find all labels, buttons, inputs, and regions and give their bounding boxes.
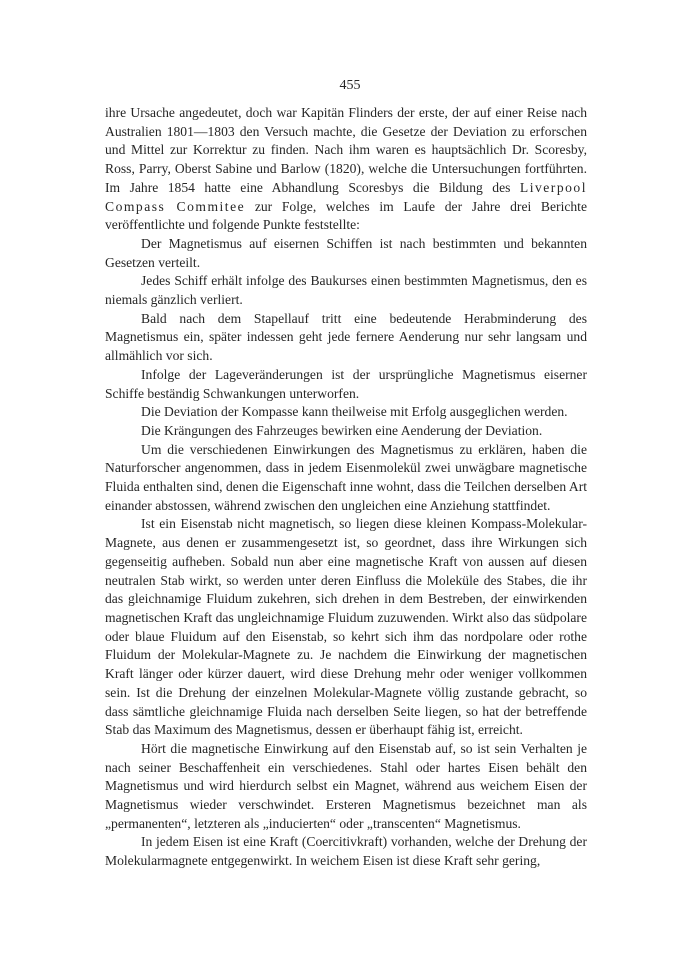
- paragraph: [105, 403, 587, 422]
- page-number: 455: [339, 78, 361, 93]
- paragraph: [105, 515, 587, 739]
- paragraph-text: Infolge der Lageveränderungen ist der ursprüngliche Magnetismus eiserner Schiffe beständig Schwankungen unterworfen.: [105, 366, 587, 401]
- paragraph: [105, 366, 587, 403]
- paragraph: [105, 235, 587, 272]
- paragraph-text: Ist ein Eisenstab nicht magnetisch, so liegen diese kleinen Kompass-Molekular-Magnete, aus denen er zusammengesetzt ist, so geordnet, dass ihre Wirkungen sich gegenseitig aufheben. Sobald nun aber eine magnetische Kraft von aussen auf diesen neutralen Stab wirkt, so werden unter deren Einfluss die Moleküle des Stabes, die ihr das gleichnamige Fluidum zukehren, sich drehen in dem Bestreben, der einwirkenden magnetischen Kraft das ungleichnamige Fluidum zuzuwenden. Wirkt also das südpolare oder blaue Fluidum auf den Eisenstab, so kehrt sich ihm das nordpolare oder rothe Fluidum der Molekular-Magnete zu. Je nachdem die Einwirkung der magnetischen Kraft länger oder kürzer dauert, wird diese Drehung mehr oder weniger vollkommen sein. Ist die Drehung der einzelnen Molekular-Magnete völlig zustande gebracht, so dass sämtliche gleichnamige Fluida nach derselben Seite liegen, so hat der betreffende Stab das Maximum des Magnetismus, dessen er überhaupt fähig ist, erreicht.: [105, 516, 587, 738]
- paragraph-text: In jedem Eisen ist eine Kraft (Coercitivkraft) vorhanden, welche der Drehung der Molekularmagnete entgegenwirkt. In weichem Eisen ist diese Kraft sehr gering,: [105, 834, 587, 869]
- paragraph: [105, 441, 587, 516]
- paragraph: [105, 310, 587, 366]
- spaced-emphasis-text: Liverpool Compass Commitee: [105, 179, 587, 214]
- paragraph: [105, 104, 587, 235]
- paragraph-text: Der Magnetismus auf eisernen Schiffen ist nach bestimmten und bekannten Gesetzen verteilt.: [105, 235, 587, 270]
- paragraph: [105, 833, 587, 870]
- paragraph-text: ihre Ursache angedeutet, doch war Kapitän Flinders der erste, der auf einer Reise nach Australien 1801—1803 den Versuch machte, die Gesetze der Deviation zu erforschen und Mittel zur Korrektur zu finden. Nach ihm waren es hauptsächlich Dr. Scoresby, Ross, Parry, Oberst Sabine und Barlow (1820), welche die Untersuchungen fortführten. Im Jahre 1854 hatte eine Abhandlung Scoresbys die Bildung des: [105, 105, 587, 195]
- paragraph: [105, 740, 587, 834]
- paragraph: [105, 272, 587, 309]
- paragraph: [105, 422, 587, 441]
- paragraph-text: Die Deviation der Kompasse kann theilweise mit Erfolg ausgeglichen werden.: [141, 404, 568, 420]
- paragraph-text: zur Folge, welches im Laufe der Jahre drei Berichte veröffentlichte und folgende Punkte feststellte:: [105, 198, 587, 233]
- paragraph-text: Um die verschiedenen Einwirkungen des Magnetismus zu erklären, haben die Naturforscher angenommen, dass in jedem Eisenmolekül zwei unwägbare magnetische Fluida enthalten sind, denen die Eigenschaft inne wohnt, dass die Teilchen derselben Art einander abstossen, während zwischen den ungleichen eine Anziehung stattfindet.: [105, 441, 587, 513]
- paragraph-text: Jedes Schiff erhält infolge des Baukurses einen bestimmten Magnetismus, den es niemals gänzlich verliert.: [105, 273, 587, 308]
- paragraph-text: Hört die magnetische Einwirkung auf den Eisenstab auf, so ist sein Verhalten je nach seiner Beschaffenheit ein verschiedenes. Stahl oder hartes Eisen behält den Magnetismus und wird hierdurch selbst ein Magnet, während aus weichem Eisen der Magnetismus wieder verschwindet. Ersteren Magnetismus bezeichnet man als „permanenten“, letzteren als „inducierten“ oder „transcenten“ Magnetismus.: [105, 740, 587, 831]
- body-text: [105, 104, 587, 871]
- paragraph-text: Die Krängungen des Fahrzeuges bewirken eine Aenderung der Deviation.: [141, 422, 543, 438]
- paragraph-text: Bald nach dem Stapellauf tritt eine bedeutende Herabminderung des Magnetismus ein, später indessen geht jede fernere Aenderung nur sehr langsam und allmählich vor sich.: [105, 310, 587, 364]
